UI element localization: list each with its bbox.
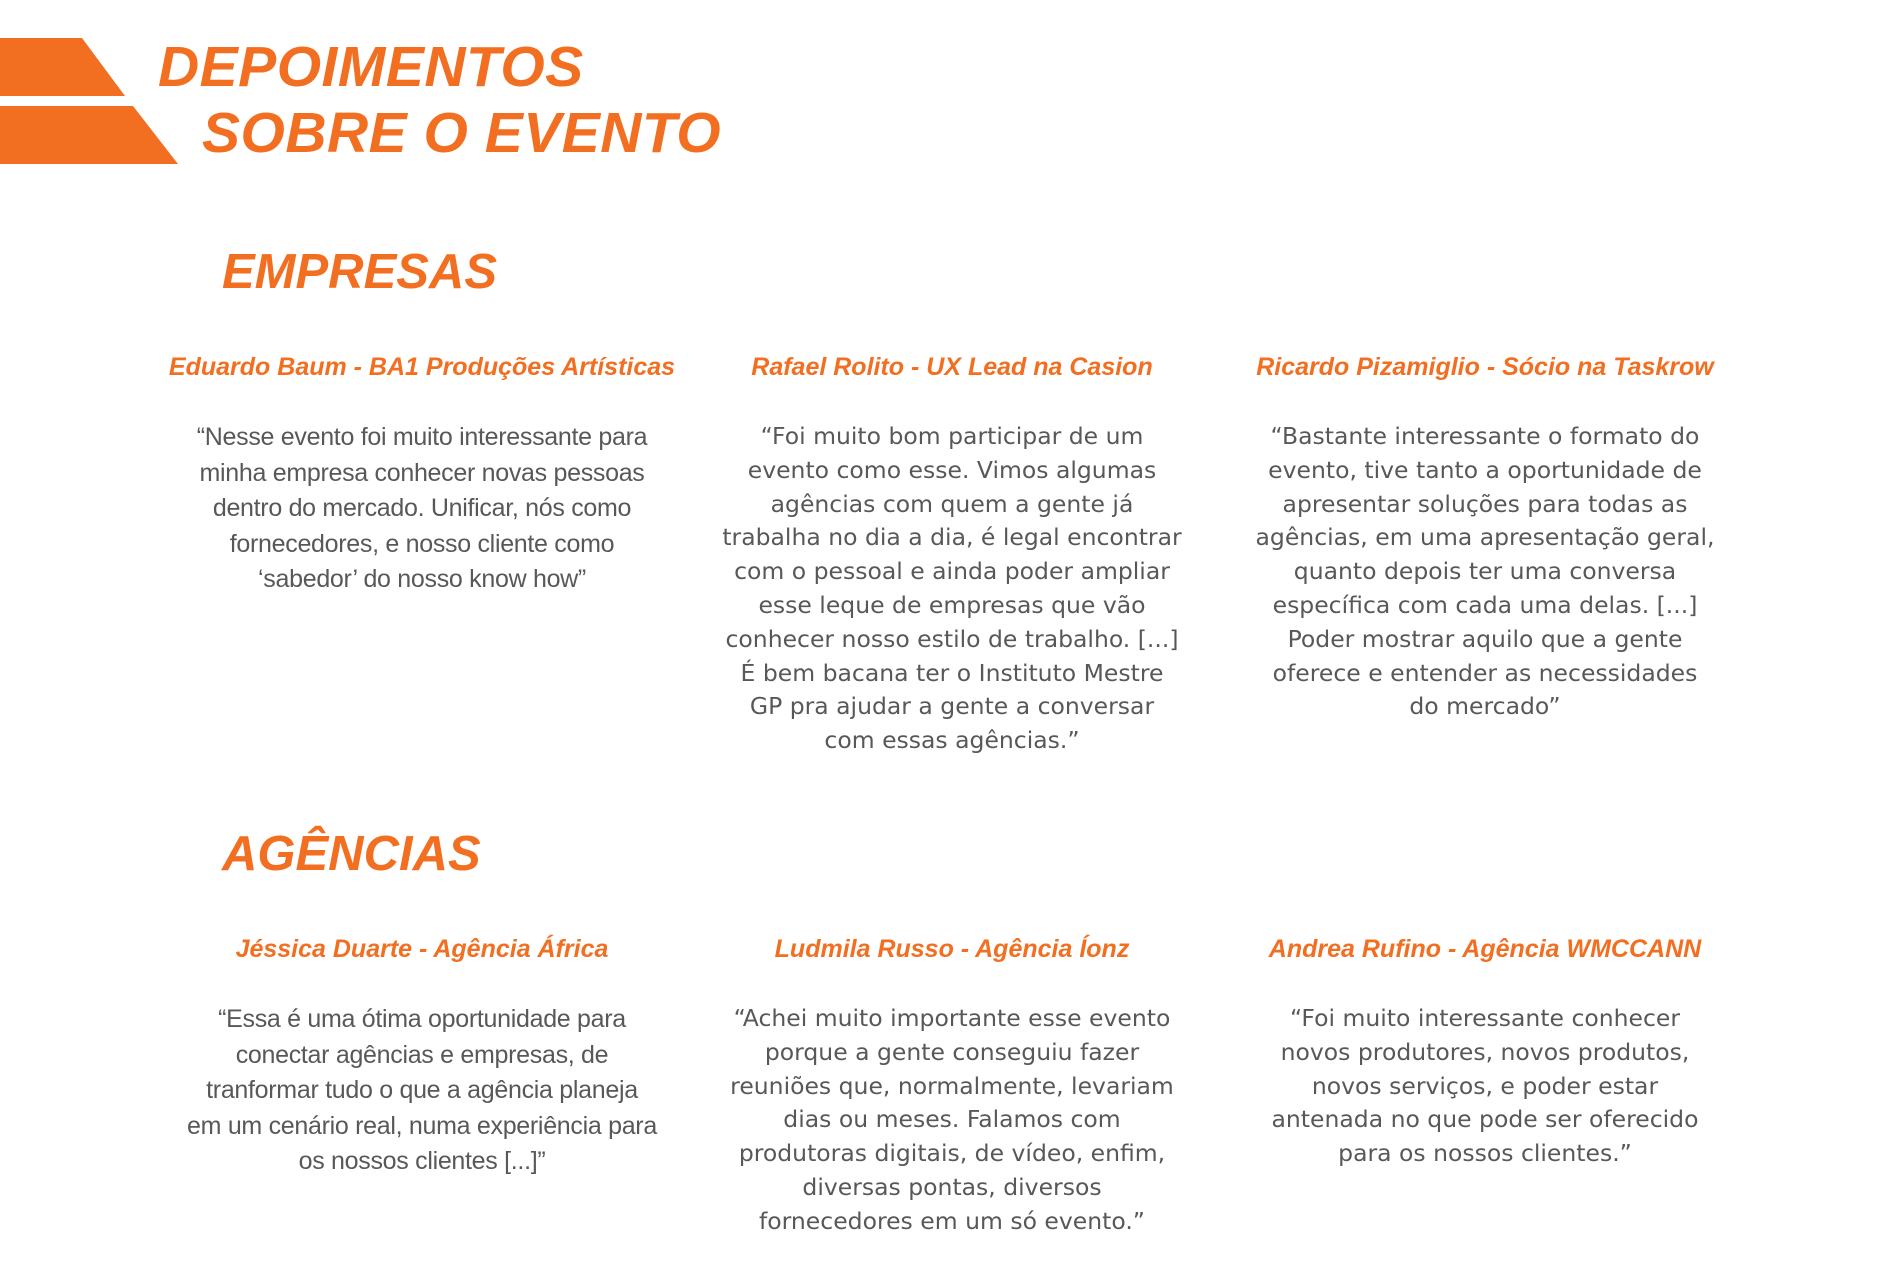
testimonial-author: Jéssica Duarte - Agência África xyxy=(235,935,609,963)
page-title xyxy=(158,34,721,166)
testimonial-author: Rafael Rolito - UX Lead na Casion xyxy=(751,353,1153,381)
testimonial-quote: “Achei muito importante esse evento porque a gente conseguiu fazer reuniões que, normalmente, levariam dias ou meses. Falamos com produtoras digitais, de vídeo, enfim, diversas pontas, diversos fornecedores em um só evento.” xyxy=(730,1004,1174,1235)
testimonial-quote: “Bastante interessante o formato do evento, tive tanto a oportunidade de apresentar soluções para todas as agências, em uma apresentação geral, quanto depois ter uma conversa específica com cada uma delas. [...] Poder mostrar aquilo que a gente oferece e entender as necessidades do mercado” xyxy=(1255,422,1715,721)
testimonial-quote: “Foi muito interessante conhecer novos produtores, novos produtos, novos serviços, e poder estar antenada no que pode ser oferecido para os nossos clientes.” xyxy=(1271,1004,1699,1168)
testimonial-quote: “Foi muito bom participar de um evento como esse. Vimos algumas agências com quem a gente já trabalha no dia a dia, é legal encontrar com o pessoal e ainda poder ampliar esse leque de empresas que vão conhecer nosso estilo de trabalho. [...] É bem bacana ter o Instituto Mestre GP pra ajudar a gente a conversar com essas agências.” xyxy=(722,422,1182,755)
testimonial-author: Ludmila Russo - Agência Íonz xyxy=(774,935,1130,963)
testimonial-quote: “Nesse evento foi muito interessante para minha empresa conhecer novas pessoas dentro do mercado. Unificar, nós como fornecedores, e nosso cliente como ‘sabedor’ do nosso know how” xyxy=(196,423,648,593)
testimonial-quote: “Essa é uma ótima oportunidade para conectar agências e empresas, de tranformar tudo o que a agência planeja em um cenário real, numa experiência para os nossos clientes [...]” xyxy=(187,1005,657,1175)
testimonial-card xyxy=(152,932,692,1180)
testimonial-author: Andrea Rufino - Agência WMCCANN xyxy=(1268,935,1702,963)
testimonial-card xyxy=(1215,932,1755,1171)
header-decoration-shape xyxy=(0,38,180,166)
testimonial-author: Eduardo Baum - BA1 Produções Artísticas xyxy=(168,353,676,381)
testimonial-card xyxy=(682,932,1222,1239)
testimonial-author: Ricardo Pizamiglio - Sócio na Taskrow xyxy=(1256,353,1714,381)
testimonial-card xyxy=(152,350,692,598)
page-title-line1: DEPOIMENTOS xyxy=(158,35,584,99)
page-title-line2: SOBRE O EVENTO xyxy=(202,101,722,165)
section-title-agencias: AGÊNCIAS xyxy=(222,827,481,881)
testimonial-card xyxy=(1215,350,1755,724)
section-title-empresas: EMPRESAS xyxy=(222,245,498,299)
testimonial-card xyxy=(682,350,1222,758)
